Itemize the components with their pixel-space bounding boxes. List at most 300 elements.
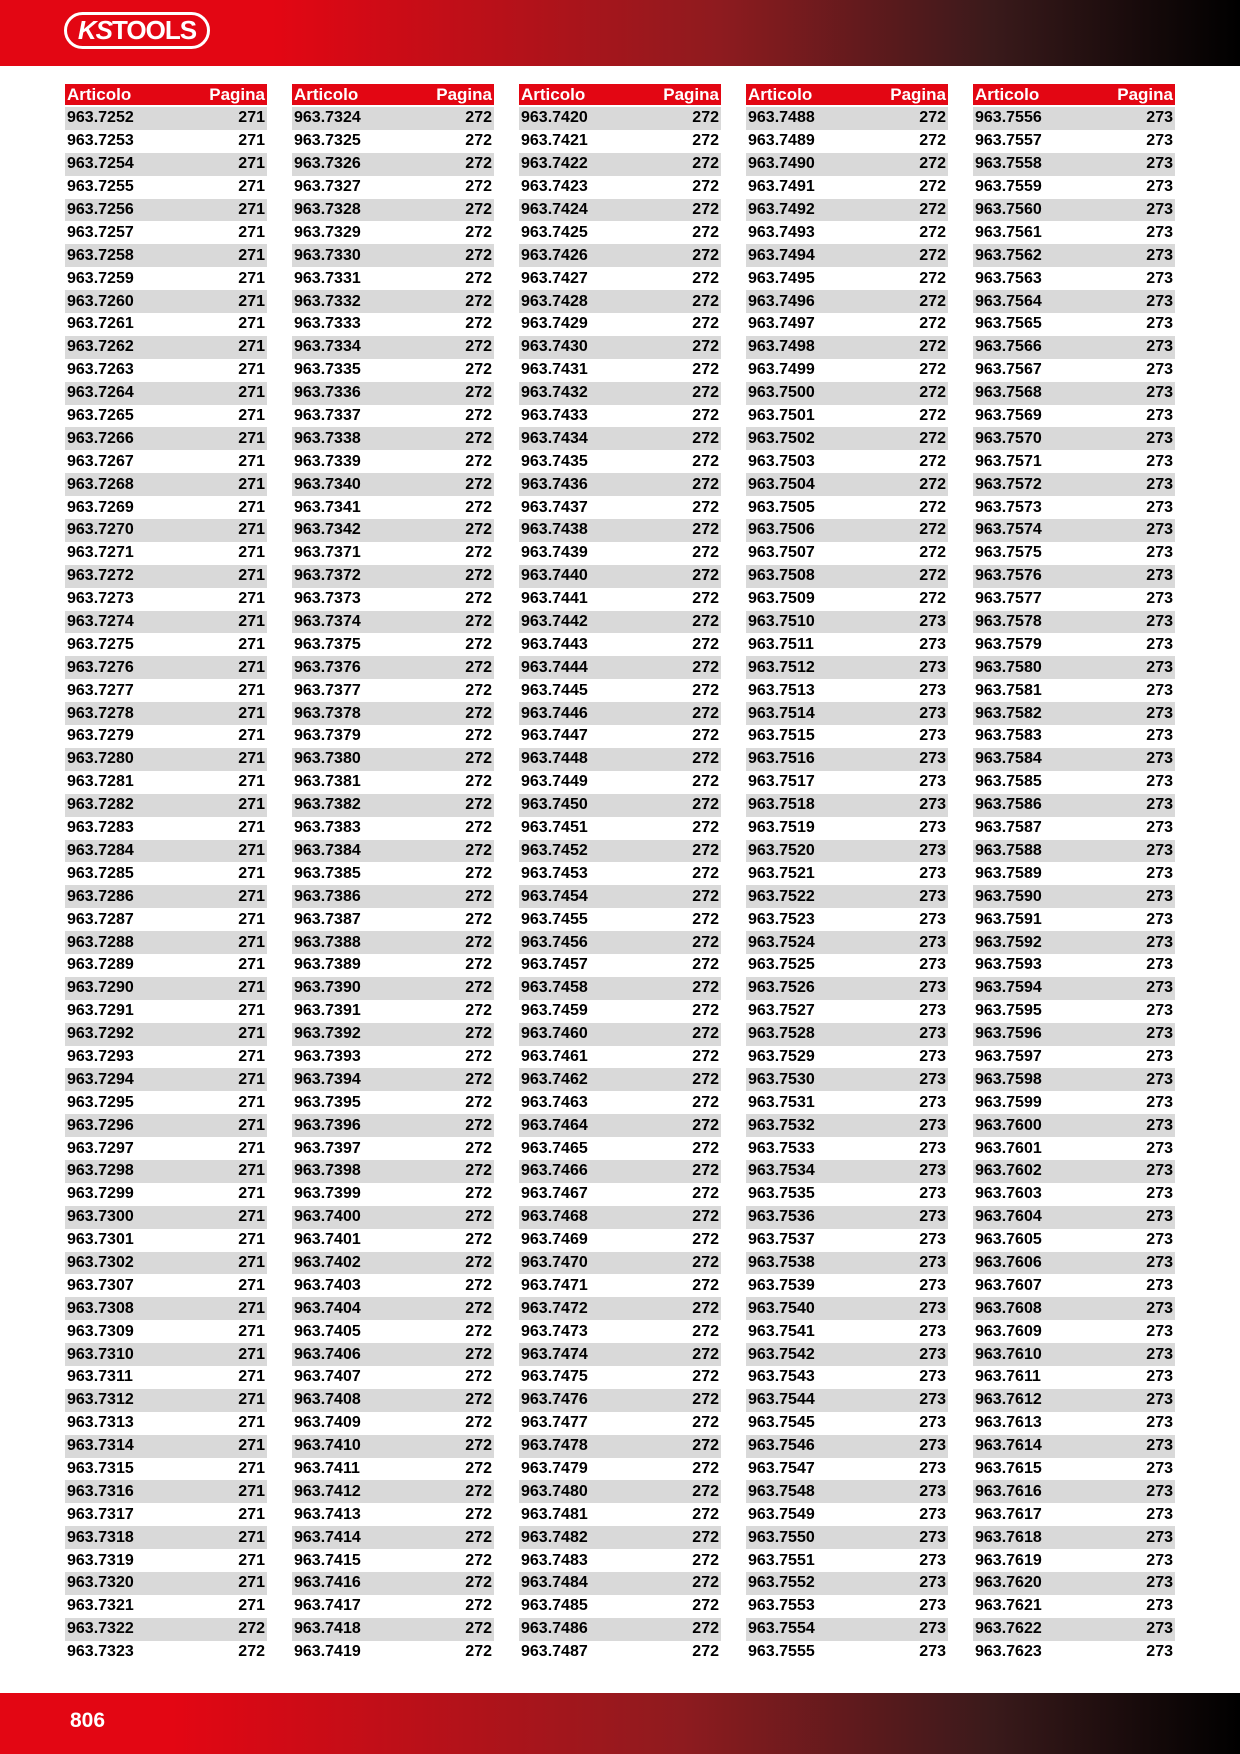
table-row [519,1343,721,1366]
article-number: 963.7376 [294,658,361,676]
table-row [746,954,948,977]
page-reference: 272 [465,910,492,928]
article-number: 963.7610 [975,1345,1042,1363]
table-row [973,496,1175,519]
page-reference: 271 [238,1185,265,1203]
article-number: 963.7546 [748,1437,815,1455]
table-row [292,107,494,130]
page-reference: 272 [919,407,946,425]
table-row [746,199,948,222]
article-number: 963.7552 [748,1574,815,1592]
page-reference: 273 [1146,750,1173,768]
table-row [973,794,1175,817]
article-number: 963.7422 [521,155,588,173]
page-reference: 271 [238,1299,265,1317]
table-row [292,1366,494,1389]
table-row [519,1618,721,1641]
header-article-label: Articolo [748,84,813,104]
article-number: 963.7261 [67,315,134,333]
table-row [292,359,494,382]
page-reference: 272 [692,1047,719,1065]
page-reference: 271 [238,1231,265,1249]
table-row [519,382,721,405]
page-reference: 273 [1146,544,1173,562]
page-reference: 272 [692,1345,719,1363]
article-number: 963.7441 [521,590,588,608]
table-row [519,840,721,863]
article-number: 963.7265 [67,407,134,425]
table-row [65,199,267,222]
table-row [65,1595,267,1618]
article-number: 963.7419 [294,1643,361,1661]
table-row [292,565,494,588]
table-row [65,336,267,359]
page-reference: 273 [919,864,946,882]
article-number: 963.7259 [67,269,134,287]
page-reference: 273 [1146,1093,1173,1111]
table-row [519,267,721,290]
article-number: 963.7467 [521,1185,588,1203]
table-row [292,1206,494,1229]
page-reference: 272 [692,750,719,768]
article-number: 963.7442 [521,613,588,631]
page-reference: 272 [465,1025,492,1043]
article-number: 963.7333 [294,315,361,333]
table-row [746,107,948,130]
page-reference: 273 [1146,1276,1173,1294]
table-row [292,1114,494,1137]
page-reference: 271 [238,521,265,539]
page-reference: 272 [692,544,719,562]
article-number: 963.7396 [294,1116,361,1134]
article-number: 963.7569 [975,407,1042,425]
table-row [292,290,494,313]
article-number: 963.7273 [67,590,134,608]
page-reference: 273 [1146,498,1173,516]
table-row [292,748,494,771]
page-reference: 271 [238,956,265,974]
article-number: 963.7520 [748,841,815,859]
article-number: 963.7371 [294,544,361,562]
table-row [746,840,948,863]
page-reference: 273 [1146,1345,1173,1363]
table-row [65,1000,267,1023]
article-number: 963.7515 [748,727,815,745]
page-reference: 273 [1146,704,1173,722]
table-row [973,473,1175,496]
page-reference: 272 [465,1093,492,1111]
table-row [292,405,494,428]
article-number: 963.7277 [67,681,134,699]
article-number: 963.7293 [67,1047,134,1065]
article-number: 963.7576 [975,567,1042,585]
table-row [973,1412,1175,1435]
article-number: 963.7558 [975,155,1042,173]
article-number: 963.7543 [748,1368,815,1386]
article-number: 963.7271 [67,544,134,562]
page-reference: 273 [1146,1253,1173,1271]
table-row [746,794,948,817]
table-row [65,450,267,473]
article-number: 963.7475 [521,1368,588,1386]
article-number: 963.7577 [975,590,1042,608]
table-row [973,565,1175,588]
page-reference: 272 [465,773,492,791]
page-reference: 273 [919,1070,946,1088]
page-reference: 271 [238,1139,265,1157]
page-reference: 273 [919,750,946,768]
page-reference: 271 [238,1437,265,1455]
page-reference: 271 [238,292,265,310]
article-number: 963.7378 [294,704,361,722]
article-number: 963.7557 [975,132,1042,150]
table-row [292,313,494,336]
article-number: 963.7537 [748,1231,815,1249]
page-reference: 271 [238,338,265,356]
table-row [292,931,494,954]
page-reference: 272 [465,864,492,882]
article-number: 963.7315 [67,1459,134,1477]
article-number: 963.7527 [748,1002,815,1020]
article-number: 963.7391 [294,1002,361,1020]
article-number: 963.7386 [294,887,361,905]
page-reference: 271 [238,1551,265,1569]
article-number: 963.7342 [294,521,361,539]
table-row [519,1526,721,1549]
table-row [519,725,721,748]
table-row [746,1641,948,1664]
table-row [519,244,721,267]
table-row [65,725,267,748]
page-reference: 273 [1146,1047,1173,1065]
article-number: 963.7540 [748,1299,815,1317]
page-reference: 272 [465,819,492,837]
table-row [292,633,494,656]
table-row [973,359,1175,382]
article-number: 963.7438 [521,521,588,539]
article-number: 963.7328 [294,201,361,218]
article-number: 963.7322 [67,1620,134,1638]
article-number: 963.7532 [748,1116,815,1134]
article-number: 963.7476 [521,1391,588,1409]
page-reference: 273 [919,887,946,905]
article-number: 963.7436 [521,475,588,493]
table-row [292,794,494,817]
article-number: 963.7330 [294,246,361,264]
article-number: 963.7394 [294,1070,361,1088]
article-number: 963.7494 [748,246,815,264]
article-number: 963.7564 [975,292,1042,310]
table-row [973,977,1175,1000]
page-reference: 273 [1146,269,1173,287]
article-number: 963.7618 [975,1528,1042,1546]
article-number: 963.7446 [521,704,588,722]
article-number: 963.7408 [294,1391,361,1409]
table-row [292,496,494,519]
page-reference: 273 [1146,361,1173,379]
article-number: 963.7606 [975,1253,1042,1271]
page-reference: 273 [1146,1116,1173,1134]
article-number: 963.7326 [294,155,361,173]
table-row [746,1023,948,1046]
page-reference: 273 [1146,1231,1173,1249]
page-reference: 271 [238,132,265,150]
article-number: 963.7302 [67,1253,134,1271]
page-reference: 272 [919,223,946,241]
table-row [973,679,1175,702]
page-reference: 273 [919,1093,946,1111]
table-row [292,1091,494,1114]
page-reference: 272 [465,475,492,493]
table-row [292,656,494,679]
table-row [973,611,1175,634]
page-reference: 272 [692,1482,719,1500]
page-reference: 273 [1146,796,1173,814]
table-row [519,130,721,153]
table-row [65,1137,267,1160]
page-reference: 271 [238,613,265,631]
table-row [973,107,1175,130]
table-row [746,1297,948,1320]
page-reference: 272 [465,544,492,562]
article-number: 963.7544 [748,1391,815,1409]
table-row [519,1435,721,1458]
page-reference: 273 [1146,384,1173,402]
header-page-label: Pagina [663,84,719,104]
table-row [292,1572,494,1595]
article-number: 963.7603 [975,1185,1042,1203]
table-row [746,633,948,656]
article-number: 963.7406 [294,1345,361,1363]
page-reference: 271 [238,1597,265,1615]
table-row [746,427,948,450]
table-row [292,1480,494,1503]
page-reference: 273 [1146,315,1173,333]
article-number: 963.7497 [748,315,815,333]
article-number: 963.7313 [67,1414,134,1432]
table-row [746,748,948,771]
article-number: 963.7530 [748,1070,815,1088]
article-number: 963.7281 [67,773,134,791]
article-number: 963.7609 [975,1322,1042,1340]
page-reference: 272 [919,590,946,608]
article-number: 963.7605 [975,1231,1042,1249]
table-row [519,1320,721,1343]
page-reference: 272 [465,1551,492,1569]
table-row [519,542,721,565]
page-reference: 273 [1146,132,1173,150]
table-row [292,1297,494,1320]
article-number: 963.7404 [294,1299,361,1317]
page-reference: 273 [1146,681,1173,699]
article-number: 963.7451 [521,819,588,837]
table-row [746,1526,948,1549]
page-reference: 272 [692,1505,719,1523]
page-reference: 273 [919,613,946,631]
article-number: 963.7620 [975,1574,1042,1592]
article-number: 963.7555 [748,1643,815,1661]
table-row [973,1480,1175,1503]
page-reference: 273 [919,635,946,653]
page-reference: 272 [238,1620,265,1638]
table-row [973,199,1175,222]
page-reference: 272 [692,1299,719,1317]
page-reference: 271 [238,361,265,379]
table-row [292,176,494,199]
page-reference: 273 [1146,452,1173,470]
table-row [973,1183,1175,1206]
article-number: 963.7284 [67,841,134,859]
page-reference: 272 [465,1597,492,1615]
page-reference: 272 [465,1391,492,1409]
page-reference: 273 [1146,109,1173,127]
table-row [292,908,494,931]
table-row [65,130,267,153]
table-row [292,130,494,153]
page-reference: 272 [465,727,492,745]
table-row [65,382,267,405]
page-reference: 271 [238,109,265,127]
article-number: 963.7483 [521,1551,588,1569]
article-number: 963.7465 [521,1139,588,1157]
article-number: 963.7493 [748,223,815,241]
page-reference: 272 [465,521,492,539]
table-row [65,840,267,863]
article-number: 963.7432 [521,384,588,402]
table-row [519,107,721,130]
page-reference: 272 [465,1414,492,1432]
page-reference: 273 [919,1482,946,1500]
page-reference: 273 [919,1437,946,1455]
article-number: 963.7528 [748,1025,815,1043]
article-number: 963.7274 [67,613,134,631]
table-row [746,817,948,840]
table-row [746,1046,948,1069]
article-number: 963.7433 [521,407,588,425]
page-reference: 271 [238,1345,265,1363]
article-number: 963.7382 [294,796,361,814]
article-number: 963.7279 [67,727,134,745]
page-reference: 272 [465,338,492,356]
page-reference: 273 [1146,155,1173,173]
table-row [746,1549,948,1572]
page-reference: 272 [465,1528,492,1546]
page-reference: 272 [692,727,719,745]
page-reference: 273 [919,1299,946,1317]
page-reference: 272 [465,956,492,974]
article-number: 963.7309 [67,1322,134,1340]
page-reference: 272 [692,956,719,974]
article-number: 963.7518 [748,796,815,814]
table-row [973,221,1175,244]
table-row [746,679,948,702]
article-number: 963.7604 [975,1208,1042,1226]
page-reference: 273 [1146,201,1173,218]
table-row [746,771,948,794]
page-reference: 271 [238,201,265,218]
article-number: 963.7298 [67,1162,134,1180]
page-reference: 272 [465,132,492,150]
article-number: 963.7418 [294,1620,361,1638]
article-number: 963.7513 [748,681,815,699]
table-row [973,1595,1175,1618]
page-reference: 273 [1146,727,1173,745]
page-reference: 272 [919,246,946,264]
table-row [292,542,494,565]
article-number: 963.7410 [294,1437,361,1455]
article-number: 963.7580 [975,658,1042,676]
article-number: 963.7578 [975,613,1042,631]
page-reference: 271 [238,1253,265,1271]
page-reference: 272 [919,109,946,127]
article-number: 963.7325 [294,132,361,150]
table-row [65,313,267,336]
header-page-label: Pagina [436,84,492,104]
article-number: 963.7592 [975,933,1042,951]
article-number: 963.7463 [521,1093,588,1111]
page-reference: 272 [919,269,946,287]
table-row [973,427,1175,450]
table-row [292,153,494,176]
table-row [973,954,1175,977]
table-row [519,496,721,519]
page-reference: 273 [919,979,946,997]
page-reference: 273 [919,796,946,814]
table-row [973,1503,1175,1526]
page-reference: 272 [692,819,719,837]
article-number: 963.7570 [975,429,1042,447]
page-reference: 272 [465,109,492,127]
page-reference: 272 [465,635,492,653]
page-reference: 271 [238,475,265,493]
table-row [746,542,948,565]
page-reference: 272 [919,132,946,150]
article-number: 963.7619 [975,1551,1042,1569]
article-number: 963.7575 [975,544,1042,562]
page-reference: 271 [238,1116,265,1134]
table-row [746,1274,948,1297]
article-number: 963.7289 [67,956,134,974]
page-reference: 272 [692,132,719,150]
page-reference: 271 [238,407,265,425]
article-number: 963.7431 [521,361,588,379]
page-reference: 272 [465,1345,492,1363]
page-reference: 271 [238,819,265,837]
column-rows [519,107,721,1664]
article-number: 963.7584 [975,750,1042,768]
article-number: 963.7503 [748,452,815,470]
article-number: 963.7424 [521,201,588,218]
page-reference: 271 [238,864,265,882]
page-reference: 273 [919,1025,946,1043]
table-row [746,290,948,313]
table-row [65,817,267,840]
page-reference: 273 [919,1597,946,1615]
table-row [65,290,267,313]
table-row [519,1183,721,1206]
article-number: 963.7531 [748,1093,815,1111]
article-number: 963.7525 [748,956,815,974]
article-number: 963.7567 [975,361,1042,379]
article-number: 963.7453 [521,864,588,882]
table-row [746,1183,948,1206]
table-row [292,1435,494,1458]
table-row [746,977,948,1000]
article-number: 963.7409 [294,1414,361,1432]
page-reference: 272 [465,1070,492,1088]
page-reference: 273 [1146,1574,1173,1592]
table-row [519,153,721,176]
